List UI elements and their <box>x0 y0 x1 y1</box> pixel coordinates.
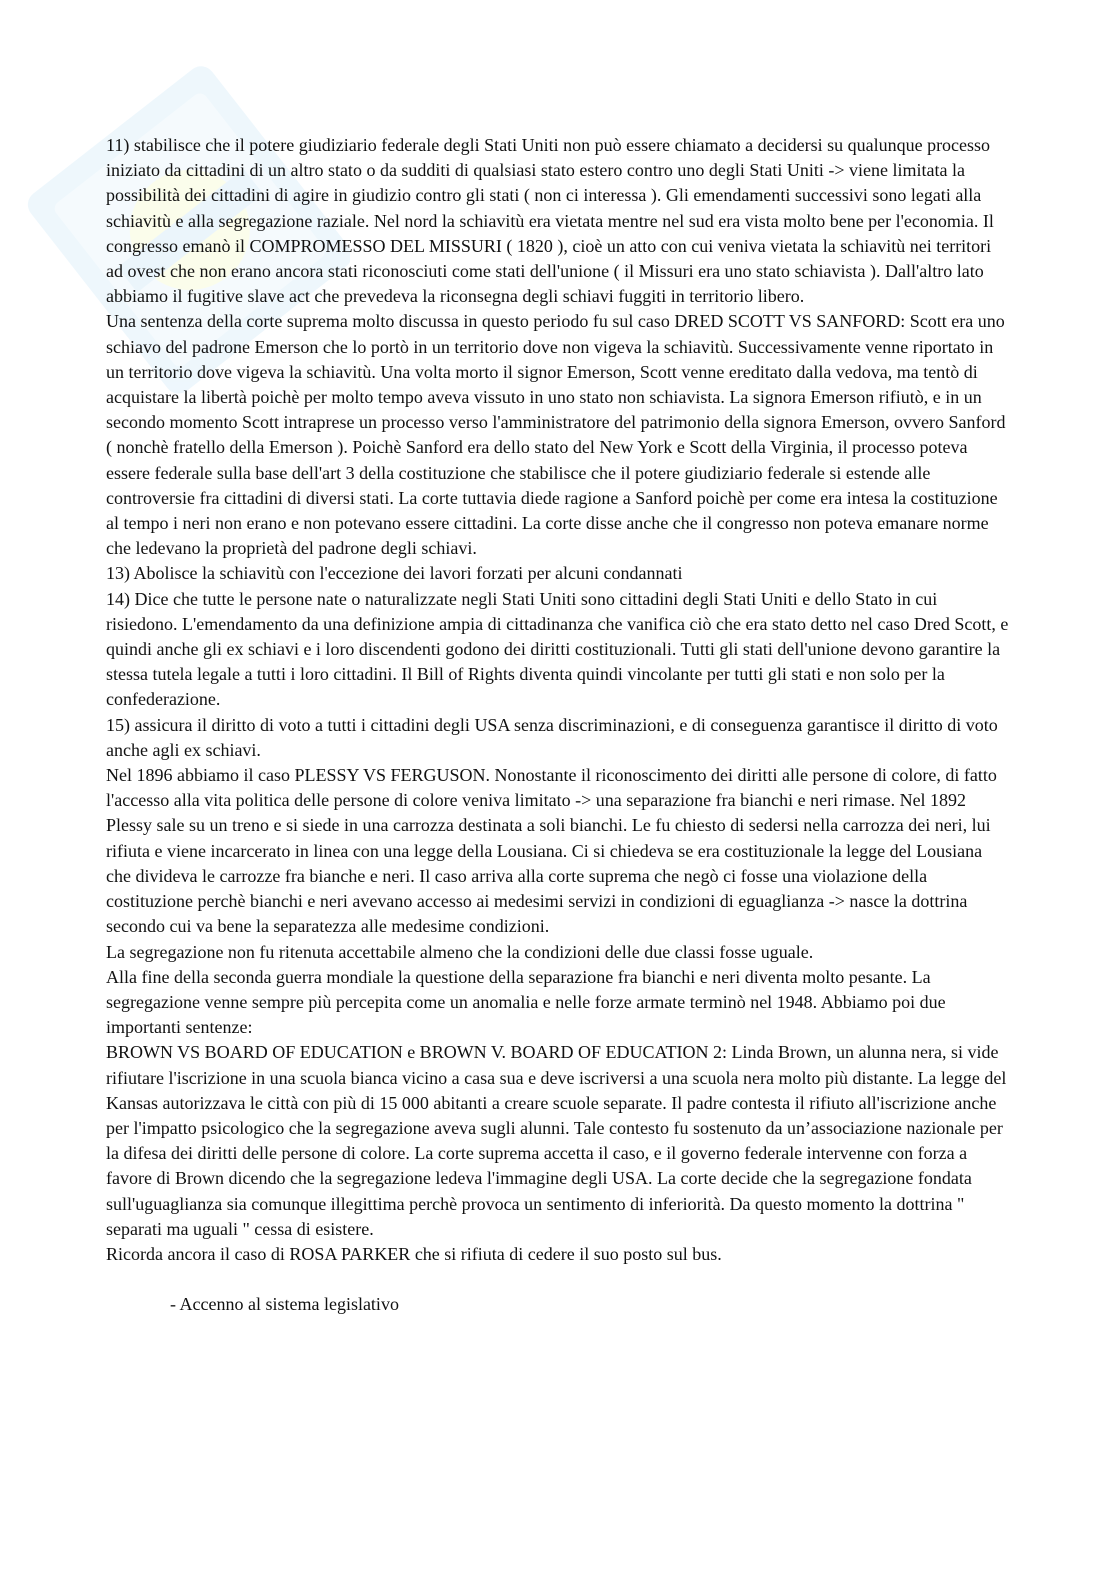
bullet-legislative-system: - Accenno al sistema legislativo <box>170 1294 399 1315</box>
paragraph-amendment-15: 15) assicura il diritto di voto a tutti i cittadini degli USA senza discriminazioni, e di conseguenza garantisce il diritto di voto anche agli ex schiavi. <box>106 714 998 760</box>
document-body <box>106 133 1010 1317</box>
paragraph-amendment-14: 14) Dice che tutte le persone nate o naturalizzate negli Stati Uniti sono cittadini degli Stati Uniti e dello Stato in cui risiedono. L'emendamento da una definizione ampia di cittadinanza che vanifica ciò che era stato detto nel caso Dred Scott, e quindi anche gli ex schiavi e i loro discendenti godono dei diritti costituzionali. Tutti gli stati dell'unione devono garantire la stessa tutela legale a tutti i loro cittadini. Il Bill of Rights diventa quindi vincolante per tutti gli stati e non solo per la confederazione. <box>106 588 1009 710</box>
paragraph-brown-board: BROWN VS BOARD OF EDUCATION e BROWN V. BOARD OF EDUCATION 2: Linda Brown, un alunna nera, si vide rifiutare l'iscrizione in una scuola bianca vicino a casa sua e deve iscriversi a una scuola nera molto più distante. La legge del Kansas autorizzava le città con più di 15 000 abitanti a creare scuole separate. Il padre contesta il rifiuto all'iscrizione anche per l'impatto psicologico che la segregazione aveva sugli alunni. Tale contesto fu sostenuto da un’associazione nazionale per la difesa dei diritti delle persone di colore. La corte suprema accetta il caso, e il governo federale intervenne con forza a favore di Brown dicendo che la segregazione ledeva l'immagine degli USA. La corte decide che la segregazione fondata sull'uguaglianza sia comunque illegittima perchè provoca un sentimento di inferiorità. Da questo momento la dottrina " separati ma uguali " cessa di esistere. <box>106 1042 1007 1239</box>
paragraph-post-war: Alla fine della seconda guerra mondiale la questione della separazione fra bianchi e neri diventa molto pesante. La segregazione venne sempre più percepita come un anomalia e nelle forze armate terminò nel 1948. Abbiamo poi due importanti sentenze: <box>106 966 946 1038</box>
paragraph-amendment-11: 11) stabilisce che il potere giudiziario federale degli Stati Uniti non può essere chiamato a decidersi su qualunque processo iniziato da cittadini di un altro stato o da sudditi di qualsiasi stato estero contro uno degli Stati Uniti -> viene limitata la possibilità dei cittadini di agire in giudizio contro gli stati ( non ci interessa ). Gli emendamenti successivi sono legati alla schiavitù e alla segregazione raziale. Nel nord la schiavitù era vietata mentre nel sud era vista molto bene per l'economia. Il congresso emanò il COMPROMESSO DEL MISSURI ( 1820 ), cioè un atto con cui veniva vietata la schiavitù nei territori ad ovest che non erano ancora stati riconosciuti come stati dell'unione ( il Missuri era uno stato schiavista ). Dall'altro lato abbiamo il fugitive slave act che prevedeva la riconsegna degli schiavi fuggiti in territorio libero. <box>106 135 994 307</box>
paragraph-dred-scott: Una sentenza della corte suprema molto discussa in questo periodo fu sul caso DRED SCOTT VS SANFORD: Scott era uno schiavo del padrone Emerson che lo portò in un territorio dove non vigeva la schiavitù. Successivamente venne riportato in un territorio dove vigeva la schiavitù. Una volta morto il signor Emerson, Scott venne ereditato dalla vedova, ma tentò di acquistare la libertà poichè per molto tempo aveva vissuto in uno stato non schiavista. La signora Emerson rifiutò, e in un secondo momento Scott intraprese un processo verso l'amministratore del patrimonio della signora Emerson, ovvero Sanford ( nonchè fratello della Emerson ). Poichè Sanford era dello stato del New York e Scott della Virginia, il processo poteva essere federale sulla base dell'art 3 della costituzione che stabilisce che il potere giudiziario federale si estende alle controversie fra cittadini di diversi stati. La corte tuttavia diede ragione a Sanford poichè per come era intesa la costituzione al tempo i neri non erano e non potevano essere cittadini. La corte disse anche che il congresso non poteva emanare norme che ledevano la proprietà del padrone degli schiavi. <box>106 311 1006 559</box>
paragraph-amendment-13: 13) Abolisce la schiavitù con l'eccezione dei lavori forzati per alcuni condannati <box>106 563 683 584</box>
paragraph-rosa-parker: Ricorda ancora il caso di ROSA PARKER che si rifiuta di cedere il suo posto sul bus. <box>106 1243 722 1264</box>
paragraph-plessy-ferguson: Nel 1896 abbiamo il caso PLESSY VS FERGUSON. Nonostante il riconoscimento dei diritti alle persone di colore, di fatto l'accesso alla vita politica delle persone di colore veniva limitato -> una separazione fra bianchi e neri rimase. Nel 1892 Plessy sale su un treno e si siede in una carrozza destinata a soli bianchi. Le fu chiesto di sedersi nella carrozza dei neri, lui rifiuta e viene incarcerato in linea con una legge della Lousiana. Ci si chiedeva se era costituzionale la legge del Lousiana che divideva le carrozze fra bianche e neri. Il caso arriva alla corte suprema che negò ci fosse una violazione della costituzione perchè bianchi e neri avevano accesso ai medesimi servizi in condizioni di eguaglianza -> nasce la dottrina secondo cui va bene la separatezza alle medesime condizioni. <box>106 765 997 937</box>
paragraph-segregation: La segregazione non fu ritenuta accettabile almeno che la condizioni delle due classi fosse uguale. <box>106 941 814 962</box>
